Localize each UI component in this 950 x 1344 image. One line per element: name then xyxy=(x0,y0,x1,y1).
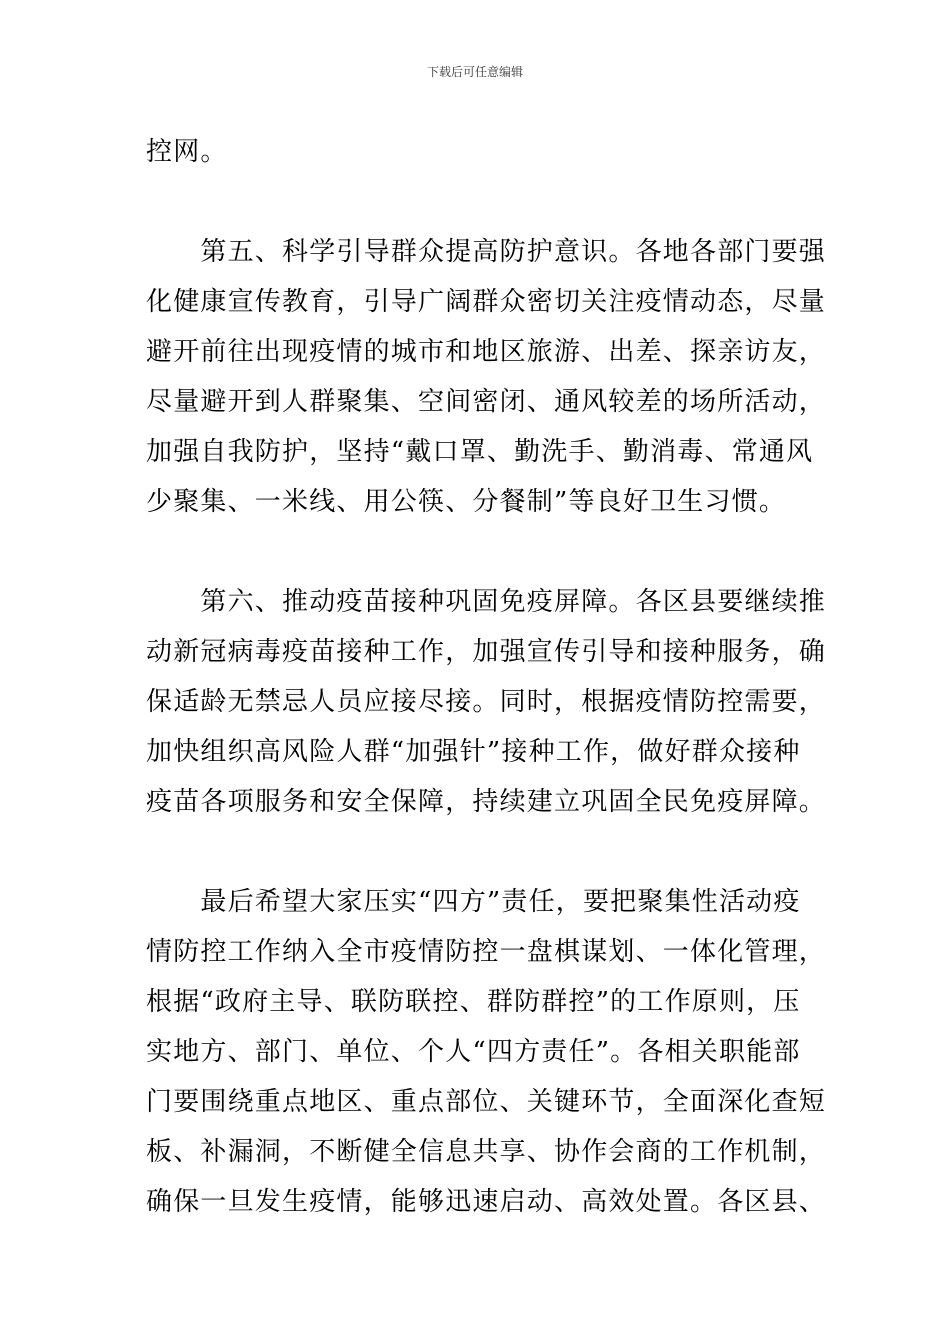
page-header-note: 下载后可任意编辑 xyxy=(426,65,523,79)
paragraph-fifth-point xyxy=(146,227,827,527)
text-line: 避开前往出现疫情的城市和地区旅游、出差、探亲访友， xyxy=(146,337,827,367)
text-line: 情防控工作纳入全市疫情防控一盘棋谋划、一体化管理， xyxy=(146,937,827,967)
text-line: 根据“政府主导、联防联控、群防群控”的工作原则，压 xyxy=(146,987,801,1017)
text-line: 动新冠病毒疫苗接种工作，加强宣传引导和接种服务，确 xyxy=(146,637,827,667)
paragraph-continuation xyxy=(146,127,810,177)
document-body xyxy=(146,127,827,1227)
text-line: 化健康宣传教育，引导广阔群众密切关注疫情动态，尽量 xyxy=(146,287,827,317)
text-line: 少聚集、一米线、用公筷、分餐制”等良好卫生习惯。 xyxy=(146,487,787,517)
text-line: 门要围绕重点地区、重点部位、关键环节，全面深化查短 xyxy=(146,1087,827,1117)
paragraph-conclusion xyxy=(146,877,827,1227)
text-line: 实地方、部门、单位、个人“四方责任”。各相关职能部 xyxy=(146,1037,801,1067)
text-line: 第六、推动疫苗接种巩固免疫屏障。各区县要继续推 xyxy=(146,587,827,617)
text-line: 控网。 xyxy=(146,137,228,167)
text-line: 第五、科学引导群众提高防护意识。各地各部门要强 xyxy=(146,237,827,267)
text-line: 确保一旦发生疫情，能够迅速启动、高效处置。各区县、 xyxy=(146,1187,827,1217)
text-line: 保适龄无禁忌人员应接尽接。同时，根据疫情防控需要， xyxy=(146,687,827,717)
text-line: 尽量避开到人群聚集、空间密闭、通风较差的场所活动， xyxy=(146,387,827,417)
text-line: 加强自我防护，坚持“戴口罩、勤洗手、勤消毒、常通风 xyxy=(146,437,814,467)
paragraph-sixth-point xyxy=(146,577,827,827)
text-line: 加快组织高风险人群“加强针”接种工作，做好群众接种 xyxy=(146,737,801,767)
text-line: 疫苗各项服务和安全保障，持续建立巩固全民免疫屏障。 xyxy=(146,787,827,817)
text-line: 最后希望大家压实“四方”责任，要把聚集性活动疫 xyxy=(146,887,801,917)
text-line: 板、补漏洞，不断健全信息共享、协作会商的工作机制， xyxy=(146,1137,827,1167)
